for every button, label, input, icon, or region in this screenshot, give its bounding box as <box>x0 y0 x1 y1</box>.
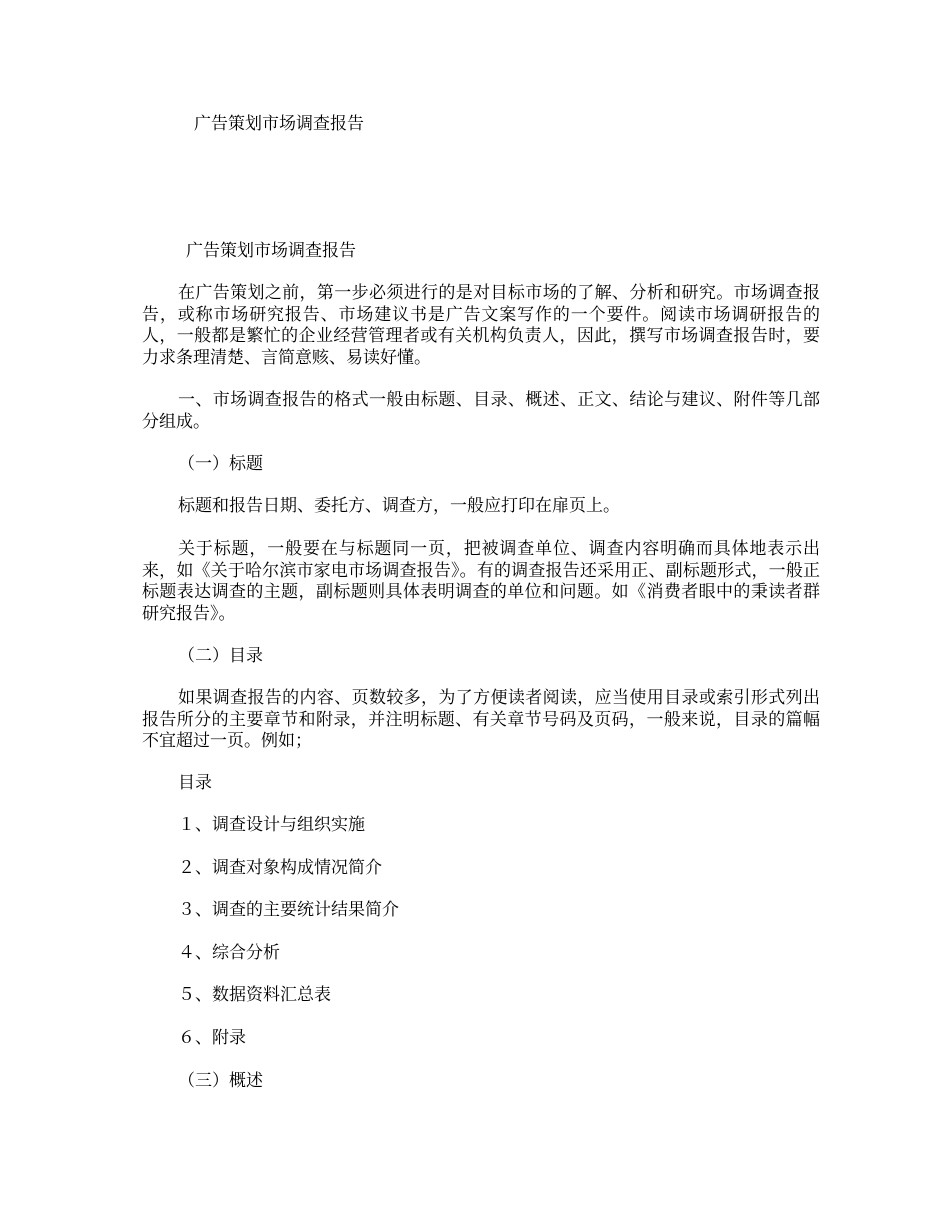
toc-item: ３、调查的主要统计结果简介 <box>178 900 399 920</box>
title-paragraph-1: 标题和报告日期、委托方、调查方，一般应打印在扉页上。 <box>178 496 620 516</box>
toc-item: １、调查设计与组织实施 <box>178 815 365 835</box>
section-1-paragraph: 一、市场调查报告的格式一般由标题、目录、概述、正文、结论与建议、附件等几部分组成。 <box>142 390 820 432</box>
toc-paragraph: 如果调查报告的内容、页数较多，为了方便读者阅读，应当使用目录或索引形式列出报告所分的主要章节和附录，并注明标题、有关章节号码及页码，一般来说，目录的篇幅不宜超过一页。例如； <box>142 688 820 751</box>
toc-item: ２、调查对象构成情况简介 <box>178 858 382 878</box>
toc-item: ５、数据资料汇总表 <box>178 985 331 1005</box>
toc-label: 目录 <box>178 773 212 793</box>
subsection-overview-heading: （三）概述 <box>178 1071 263 1091</box>
toc-item: ４、综合分析 <box>178 943 280 963</box>
document-title: 广告策划市场调查报告 <box>186 241 356 261</box>
subsection-toc-heading: （二）目录 <box>178 646 263 666</box>
subsection-title-heading: （一）标题 <box>178 454 263 474</box>
title-paragraph-2: 关于标题，一般要在与标题同一页，把被调查单位、调查内容明确而具体地表示出来，如《关于哈尔滨市家电市场调查报告》。有的调查报告还采用正、副标题形式，一般正标题表达调查的主题，副标题则具体表明调查的单位和问题。如《消费者眼中的秉读者群研究报告》。 <box>142 539 820 624</box>
header-title: 广告策划市场调查报告 <box>194 114 364 134</box>
toc-item: ６、附录 <box>178 1028 246 1048</box>
intro-paragraph: 在广告策划之前，第一步必须进行的是对目标市场的了解、分析和研究。市场调查报告，或称市场研究报告、市场建议书是广告文案写作的一个要件。阅读市场调研报告的人，一般都是繁忙的企业经营管理者或有关机构负责人，因此，撰写市场调查报告时，要力求条理清楚、言简意赅、易读好懂。 <box>142 283 820 368</box>
